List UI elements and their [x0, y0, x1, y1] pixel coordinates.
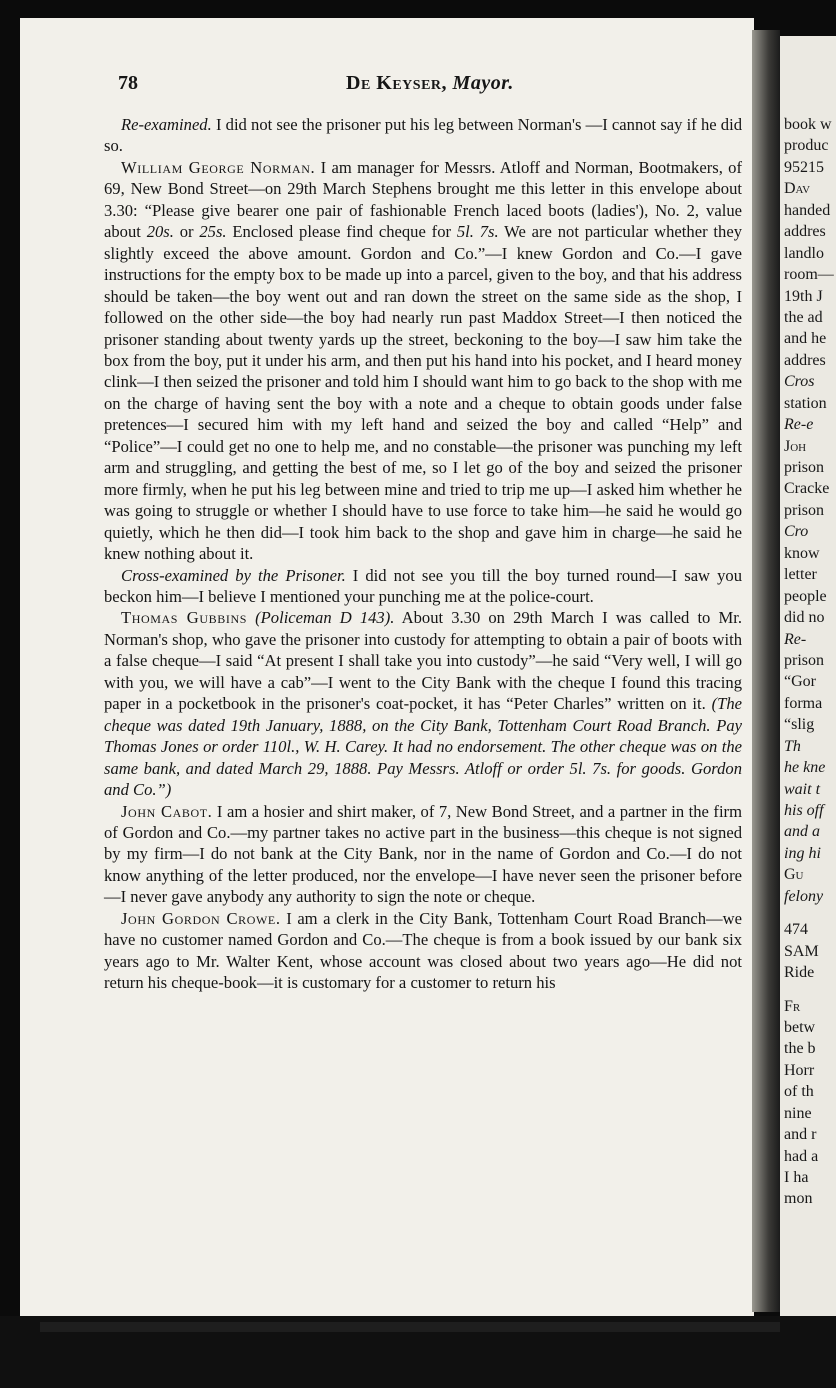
facing-line: addres: [784, 351, 826, 369]
facing-line: letter: [784, 566, 817, 584]
facing-line: prison: [784, 501, 824, 519]
paragraph-text: We are not particular whether they slightly exceed the above amount. Gordon and Co.”—I knew Gordon and Co.—I gave instructions for the empty box to be made up into a parcel, given to the boy, and that his address should be taken—the boy went out and ran down the street on the same side as the shop, I followed on the other side—the boy had nearly run past Maddox Street—I then noticed the prisoner standing about twenty yards up the street, beckoning to the boy—I saw him take the box from the boy, put it under his arm, and then put his hand into his pocket, and I heard money clink—I then seized the prisoner and told him I should want him to go back to the shop with me on the charge of having sent the boy with a note and a cheque to obtain goods under false pretences—I secured him with my left hand and seized the boy and called “Help” and “Police”—I could get no one to help me, and no constable—the prisoner was punching my left arm and struggling, and getting the best of me, so I let go of the boy and seized the prisoner more firmly, when he put his leg between mine and tried to trip me up—I asked him whether he was going to struggle or whether I should have to use force to take him—he said he would go quietly, which he then did—I took him back to the shop and gave him in charge—he said he knew nothing about it.: [104, 222, 742, 564]
facing-line: his off: [784, 802, 824, 819]
facing-line: I ha: [784, 1169, 809, 1186]
paragraph-gubbins: [104, 607, 742, 800]
facing-line: prison: [784, 459, 824, 476]
paragraph-norman: [104, 157, 742, 565]
facing-line: ing hi: [784, 844, 821, 862]
running-head-name: De Keyser,: [346, 72, 448, 94]
witness-name: John Gordon Crowe.: [121, 908, 281, 928]
facing-line: [784, 907, 836, 919]
facing-line: prison: [784, 651, 824, 669]
cheque-note: (The cheque was dated 19th January, 1888, on the City Bank, Tottenham Court Road Branch. Pay Thomas Jones or order 110l., W. H. Carey. It had no endorsement. The other cheque was on the same bank, and dated March 29, 1888. Pay Messrs. Atloff or order 5l. 7s. for goods. Gordon and Co.”): [104, 694, 742, 800]
book-gutter: [752, 30, 780, 1312]
facing-line: wait t: [784, 780, 821, 798]
witness-name: John Cabot.: [121, 801, 213, 821]
facing-line: Cracke: [784, 480, 830, 498]
paragraph-text: I did not see the prisoner put his leg between Norman's —I cannot say if he did so.: [104, 115, 742, 156]
paragraph-text: About 3.30 on 29th March I was called to Mr. Norman's shop, who gave the prisoner into custody for attempting to obtain a pair of boots with a false cheque—I said “At present I shall take you into custody”—he said “Very well, I will go with you, we will have a cab”—I went to the City Bank with the cheque I found this tracing paper in a pocketbook in the prisoner's coat-pocket, it has “Peter Charles” written on it.: [104, 608, 742, 714]
facing-line: and a: [784, 823, 820, 841]
witness-name: William George Norman.: [121, 157, 316, 177]
facing-line: the ad: [784, 308, 823, 326]
facing-line: Cros: [784, 373, 815, 391]
section-lead: Re-examined.: [121, 115, 212, 134]
facing-line: Gu: [784, 866, 804, 884]
facing-line: Ride: [784, 964, 815, 982]
facing-line: book w: [784, 116, 832, 133]
facing-line: Th: [784, 737, 801, 755]
facing-line: Fr: [784, 997, 801, 1015]
facing-line: landlo: [784, 244, 824, 262]
facing-line: people: [784, 587, 827, 605]
facing-line: Dav: [784, 180, 811, 198]
page-edge-bottom: [40, 1322, 780, 1332]
facing-line: nine: [784, 1104, 812, 1122]
page-body: [104, 114, 742, 994]
paragraph-text: I did not see you till the boy turned round—I saw you beckon him—I believe I mentioned your punching me at the police-court.: [104, 565, 742, 606]
running-head-title: Mayor.: [452, 72, 514, 94]
facing-line: station: [784, 394, 827, 412]
amount: 5l. 7s.: [456, 222, 499, 242]
facing-line: Joh: [784, 437, 807, 455]
section-lead: Cross-examined by the Prisoner.: [121, 565, 346, 585]
facing-line: 474: [784, 921, 808, 939]
witness-name: Thomas Gubbins: [121, 608, 247, 628]
facing-line: Re-e: [784, 416, 814, 434]
facing-line: mon: [784, 1190, 813, 1208]
facing-line: the b: [784, 1040, 816, 1058]
facing-line: handed: [784, 201, 831, 219]
facing-line: Cro: [784, 523, 809, 541]
paragraph-text: I am a clerk in the City Bank, Tottenham Court Road Branch—we have no customer named Gordon and Co.—The cheque is from a book issued by our bank six years ago to Mr. Walter Kent, whose account was closed about two years ago—He did not return his cheque-book—it is customary for a customer to return his: [104, 908, 742, 993]
amount: 25s.: [199, 222, 227, 242]
facing-line: of th: [784, 1083, 814, 1101]
paragraph-text: or: [173, 222, 200, 242]
facing-line: produc: [784, 137, 829, 155]
facing-line: had a: [784, 1147, 819, 1165]
page-number: 78: [118, 72, 138, 94]
amount: 20s.: [146, 222, 174, 242]
facing-line: and r: [784, 1126, 817, 1144]
facing-page-text: [784, 114, 836, 1210]
paragraph-re-examined: [104, 114, 742, 157]
facing-line: “slig: [784, 716, 815, 734]
running-head: [346, 72, 514, 95]
facing-line: room—: [784, 266, 834, 284]
facing-line: 19th J: [784, 287, 823, 305]
paragraph-crowe: [104, 908, 742, 994]
facing-line: SAM: [784, 942, 819, 960]
facing-line: know: [784, 544, 820, 562]
paragraph-cross-examined: [104, 565, 742, 608]
page-header: [118, 72, 738, 102]
paragraph-cabot: [104, 801, 742, 908]
facing-line: [784, 984, 836, 996]
paragraph-text: I am manager for Messrs. Atloff and Norman, Bootmakers, of 69, New Bond Street—on 29th March Stephens brought me this letter in this envelope about 3.30: “Please give bearer one pair of fashionable French laced boots (ladies'), No. 2, value about: [104, 157, 742, 242]
facing-line: Horr: [784, 1061, 815, 1079]
witness-role: (Policeman D 143).: [255, 608, 395, 628]
paragraph-text: Enclosed please find cheque for: [226, 222, 457, 242]
facing-line: 95215: [784, 158, 824, 176]
facing-line: and he: [784, 330, 827, 348]
facing-line: betw: [784, 1018, 816, 1036]
facing-line: he kne: [784, 759, 826, 777]
facing-line: addres: [784, 223, 826, 241]
facing-line: Re-: [784, 630, 807, 648]
paragraph-text: I am a hosier and shirt maker, of 7, New Bond Street, and a partner in the firm of Gordon and Co.—my partner takes no active part in the business—this cheque is not signed by my firm—I do not bank at the City Bank, nor in the name of Gordon and Co.—I do not know anything of the letter produced, nor the envelope—I have never seen the prisoner before—I never gave anybody any authority to sign the note or cheque.: [104, 801, 742, 907]
facing-line: felony: [784, 887, 824, 905]
facing-line: forma: [784, 694, 823, 712]
facing-line: did no: [784, 609, 825, 627]
facing-line: “Gor: [784, 673, 816, 691]
